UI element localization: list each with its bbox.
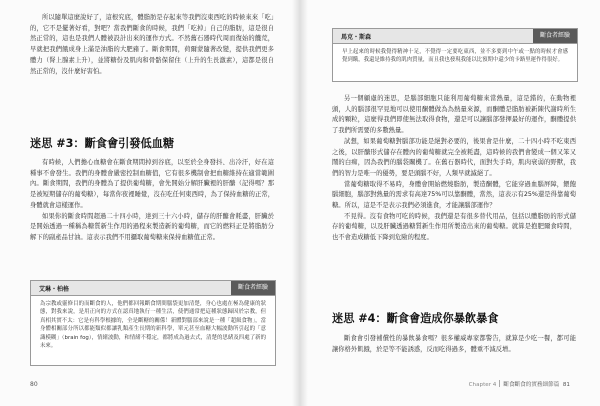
myth-3-heading: 迷思 #3：斷食會引發低血糖 bbox=[30, 137, 175, 150]
right-paragraph-2: 試想，如果葡萄糖對腦部功能是絕對必要的，後果會是什麼，二十四小時不吃東西之後，以肝醣形式儲存在體內的葡萄糖就完全被耗盡，這時候的我們會變成一個又笨又鬧的白痴，因為我們的腦袋關機了。在舊石器時代，面對失手時，肌肉衰弱的野獸，我們的智力是唯一的優勢，要是頭腦不好，人類早就滅絕了。 bbox=[332, 137, 576, 177]
testimonial-callout-right bbox=[332, 28, 578, 82]
footer-title: 斷食斷食的實務細節篇 bbox=[503, 382, 560, 388]
right-body-block bbox=[332, 94, 576, 244]
right-page bbox=[300, 0, 600, 406]
myth-4-heading-block bbox=[332, 310, 576, 326]
myth-3-heading-block bbox=[30, 135, 274, 151]
callout-body: 為宗教或靈修目的而斷食的人，他們都回報斷食期間腦袋更加清楚，身心也處在極為健康的狀態，對我來說，是用正向的方式在認真地執行一種生活，使們通常把這種狀態歸因於宗教，但真相其實不太：它是有科學根據的，全是斷糖的關係！新體對腦部來說是一種「超級食物」，當身體相關部分所以都能類似都讓乳類產生長期的新科學，單元甚至血糖大幅波動所引起的「意識模糊」（brain fog），情緒波動，和情緒不穩定，都將成為過去式，清楚的思緒及四處了新的未來。 bbox=[40, 301, 266, 350]
right-paragraph-4: 不見得。沒有食物可吃的時候，我們還是有很多替代用品，包括以體脂肪的形式儲存的葡萄糖，以及肝臟透過糖質新生作用所製造出來的葡萄糖。就算是抱肥爾食時間，也不會造成糖低下降到危險的程度。 bbox=[332, 212, 576, 242]
left-intro-block bbox=[30, 13, 274, 77]
myth-4-heading: 迷思 #4：斷食會造成你暴飲暴食 bbox=[332, 312, 499, 325]
callout-header bbox=[31, 281, 275, 296]
running-footer bbox=[469, 380, 570, 388]
callout-header bbox=[333, 29, 577, 44]
right-closing-block bbox=[332, 334, 576, 355]
right-paragraph-3: 當葡萄糖取得不易時，身體會開始燃燒脂肪，製造酮體，它能穿過血腦屏障，餵飽腦細胞，腦部對熱量的需求有高達75%可以靠酮體，當然，這表示有25%還是得靠葡萄糖。所以，這是不是表示我們必須進食，才能讓腦部運作？ bbox=[332, 180, 576, 210]
callout-tag: 斷食者經驗 bbox=[533, 29, 577, 43]
left-paragraph-1: 所以隨單這麼說好了，這根究底，體脂肪是存起來等我們沒東西吃的時候來來「吃」的，它不是擺著好看，對吧？當我們斷食的時候，我們「吃掉」自己的脂肪，這是很自然正常的，這也是我們人體被設計出來的運作方式。不然舊石器時代周而復始的饑荒，早就把我們餓成身上滿是油脂的大肥豬了。斷食期間，荷爾蒙隨著改變，提供我們更多體力（腎上腺素上升），並將糖份及肌肉和骨骼保留住（上升的生長激素），這都是很自然正常的，沒什麼好害怕。 bbox=[30, 14, 274, 75]
callout-author: 馬克・斯森 bbox=[341, 34, 372, 41]
right-paragraph-5: 斷食會引發補償性的暴飲暴食嗎？很多權威專家都警告，就算是少吃一餐，都可能讓你格外飢餓，於是等不能誘惑，反而吃得過多，體重不減反增。 bbox=[332, 335, 576, 353]
page-number-right: 81 bbox=[562, 382, 570, 388]
footer-chapter: Chapter 4 bbox=[468, 382, 497, 388]
footer-divider bbox=[499, 380, 500, 387]
callout-body: 早上起來的時候我覺得精神十足，不覺得一定要吃東西，並不多要到中午或一點的時候才會感覺到餓，我還是維持我的肌肉質量，而且我也發現我能以比預期中還少的卡路里運作得很好。 bbox=[342, 49, 568, 64]
callout-author: 艾琳・柏格 bbox=[39, 286, 70, 293]
left-paragraph-3: 如果你的斷食時間超過二十四小時，達到三十六小時，儲存的肝醣會耗盡，肝臟於是開始透過一種稱為糖質新生作用的過程來製造新的葡萄糖，而它的燃料正是將脂肪分解下的副產品甘油。這表示我們不用攝取葡萄糖來保持血糖值正常。 bbox=[30, 212, 274, 241]
callout-tag: 斷食者經驗 bbox=[231, 281, 275, 295]
left-body-block bbox=[30, 158, 274, 244]
testimonial-callout-left bbox=[30, 280, 276, 366]
page-number-left: 80 bbox=[30, 381, 38, 388]
right-paragraph-1: 另一個顧慮的迷思，是腦部細胞只能利用葡萄糖來當熱量，這是錯的，在動物裡頭，人的腦部很罕見地可以使用酮體做為為熱量來源，而酮體是脂肪被新陳代謝時所生成的顆粒，這麼得我們即使無法取得食物，還是可以讓腦部發揮最好的運作，酮體提供了我們所需要的多數熱量。 bbox=[332, 95, 576, 135]
left-paragraph-2: 有時候，人們擔心血糖會在斷食期間掉到谷底，以至於全身發抖、出冷汗，好在這種事不會發生。我們的身體會嚴密控制血糖值，它有很多機制會把血糖維持在適當範圍內。斷食期間，我們的身體為了提供葡萄糖，會先開始分解肝臟裡的肝醣（記得嗎？那是被短期儲存的葡萄糖），每當你夜裡睡覺，沒在吃任何東西時，為了保持血糖的正常，身體就會這樣運作。 bbox=[30, 159, 274, 209]
